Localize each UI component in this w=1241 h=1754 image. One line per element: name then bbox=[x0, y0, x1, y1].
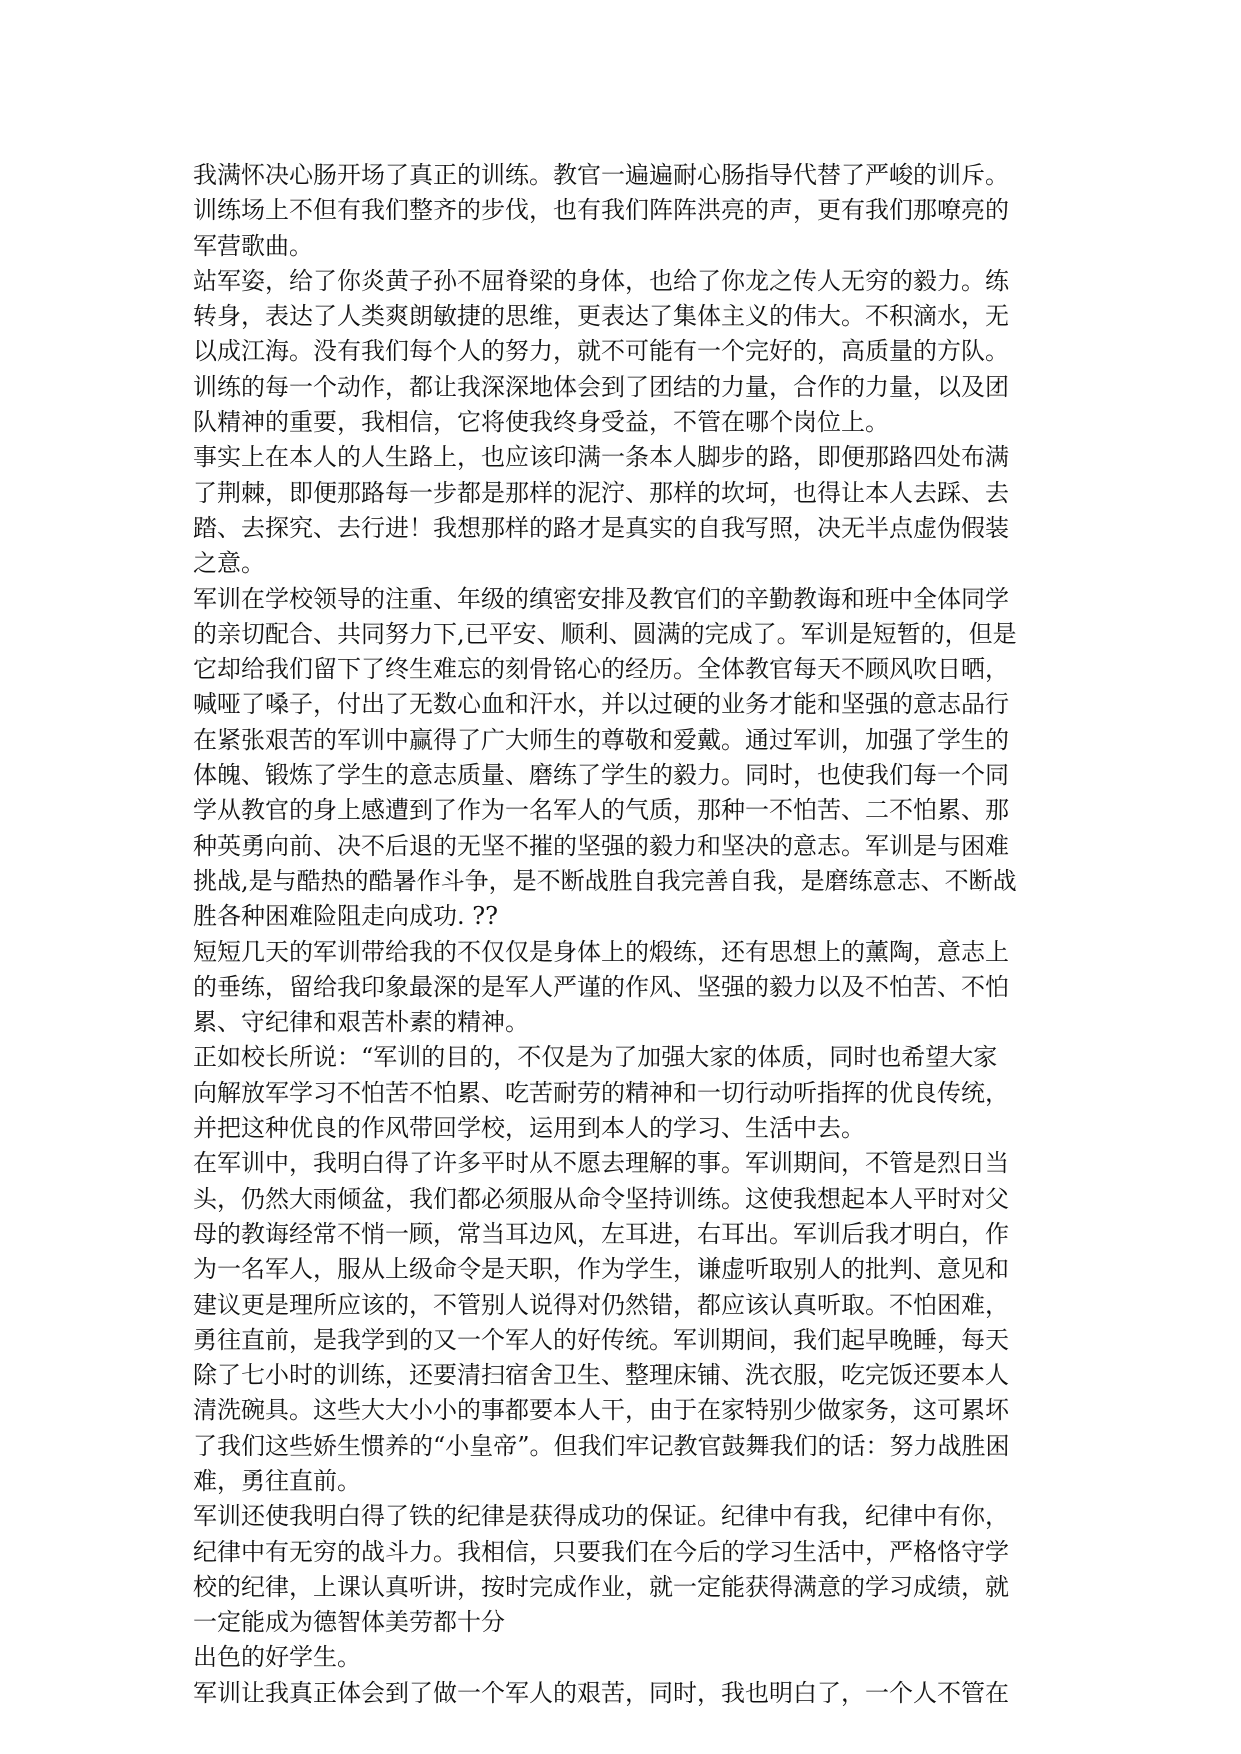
text-line: 出色的好学生。 bbox=[193, 1643, 361, 1672]
text-line: 种英勇向前、决不后退的无坚不摧的坚强的毅力和坚决的意志。军训是与困难 bbox=[193, 831, 1009, 860]
text-line: 勇往直前，是我学到的又一个军人的好传统。军训期间，我们起早晚睡，每天 bbox=[193, 1325, 1009, 1354]
text-line: 了我们这些娇生惯养的“小皇帝”。但我们牢记教官鼓舞我们的话：努力战胜困 bbox=[193, 1431, 1010, 1460]
text-line: 除了七小时的训练，还要清扫宿舍卫生、整理床铺、洗衣服，吃完饭还要本人 bbox=[193, 1361, 1009, 1390]
text-line: 头，仍然大雨倾盆，我们都必须服从命令坚持训练。这使我想起本人平时对父 bbox=[193, 1184, 1009, 1213]
text-line: 难，勇往直前。 bbox=[193, 1466, 361, 1495]
text-line: 站军姿，给了你炎黄子孙不屈脊梁的身体，也给了你龙之传人无穷的毅力。练 bbox=[193, 266, 1009, 295]
text-line: 事实上在本人的人生路上，也应该印满一条本人脚步的路，即便那路四处布满 bbox=[193, 443, 1009, 472]
text-line: 学从教官的身上感遭到了作为一名军人的气质，那种一不怕苦、二不怕累、那 bbox=[193, 796, 1009, 825]
text-line: 向解放军学习不怕苦不怕累、吃苦耐劳的精神和一切行动听指挥的优良传统， bbox=[193, 1078, 1009, 1107]
text-line: 一定能成为德智体美劳都十分 bbox=[193, 1608, 505, 1637]
text-line: 胜各种困难险阻走向成功. ?? bbox=[193, 902, 498, 931]
text-line: 了荆棘，即便那路每一步都是那样的泥泞、那样的坎坷，也得让本人去踩、去 bbox=[193, 478, 1009, 507]
text-line: 踏、去探究、去行进！我想那样的路才是真实的自我写照，决无半点虚伪假装 bbox=[193, 513, 1009, 542]
text-line: 训练场上不但有我们整齐的步伐，也有我们阵阵洪亮的声，更有我们那嘹亮的 bbox=[193, 196, 1009, 225]
text-line: 在军训中，我明白得了许多平时从不愿去理解的事。军训期间，不管是烈日当 bbox=[193, 1149, 1009, 1178]
text-line: 建议更是理所应该的，不管别人说得对仍然错，都应该认真听取。不怕困难， bbox=[193, 1290, 1009, 1319]
text-line: 的亲切配合、共同努力下,已平安、顺利、圆满的完成了。军训是短暂的，但是 bbox=[193, 619, 1017, 648]
text-line: 它却给我们留下了终生难忘的刻骨铭心的经历。全体教官每天不顾风吹日晒， bbox=[193, 655, 1009, 684]
text-line: 在紧张艰苦的军训中赢得了广大师生的尊敬和爱戴。通过军训，加强了学生的 bbox=[193, 725, 1009, 754]
text-line: 转身，表达了人类爽朗敏捷的思维，更表达了集体主义的伟大。不积滴水，无 bbox=[193, 302, 1009, 331]
text-line: 军营歌曲。 bbox=[193, 231, 313, 260]
document-body bbox=[193, 158, 1053, 1711]
text-line: 训练的每一个动作，都让我深深地体会到了团结的力量，合作的力量，以及团 bbox=[193, 372, 1009, 401]
text-line: 军训在学校领导的注重、年级的缜密安排及教官们的辛勤教诲和班中全体同学 bbox=[193, 584, 1009, 613]
text-line: 军训让我真正体会到了做一个军人的艰苦，同时，我也明白了，一个人不管在 bbox=[193, 1678, 1009, 1707]
text-line: 队精神的重要，我相信，它将使我终身受益，不管在哪个岗位上。 bbox=[193, 408, 889, 437]
text-line: 累、守纪律和艰苦朴素的精神。 bbox=[193, 1008, 529, 1037]
text-line: 短短几天的军训带给我的不仅仅是身体上的煅练，还有思想上的薰陶，意志上 bbox=[193, 937, 1009, 966]
text-line: 为一名军人，服从上级命令是天职，作为学生，谦虚听取别人的批判、意见和 bbox=[193, 1255, 1009, 1284]
text-line: 喊哑了嗓子，付出了无数心血和汗水，并以过硬的业务才能和坚强的意志品行 bbox=[193, 690, 1009, 719]
text-line: 母的教诲经常不悄一顾，常当耳边风，左耳进，右耳出。军训后我才明白，作 bbox=[193, 1219, 1009, 1248]
text-line: 并把这种优良的作风带回学校，运用到本人的学习、生活中去。 bbox=[193, 1114, 865, 1143]
text-line: 以成江海。没有我们每个人的努力，就不可能有一个完好的，高质量的方队。 bbox=[193, 337, 1009, 366]
text-line: 之意。 bbox=[193, 549, 265, 578]
text-line: 的垂练，留给我印象最深的是军人严谨的作风、坚强的毅力以及不怕苦、不怕 bbox=[193, 972, 1009, 1001]
text-line: 校的纪律，上课认真听讲，按时完成作业，就一定能获得满意的学习成绩，就 bbox=[193, 1572, 1009, 1601]
text-line: 纪律中有无穷的战斗力。我相信，只要我们在今后的学习生活中，严格恪守学 bbox=[193, 1537, 1009, 1566]
text-line: 正如校长所说：“军训的目的，不仅是为了加强大家的体质，同时也希望大家 bbox=[193, 1043, 998, 1072]
text-line: 清洗碗具。这些大大小小的事都要本人干，由于在家特别少做家务，这可累坏 bbox=[193, 1396, 1009, 1425]
text-line: 体魄、锻炼了学生的意志质量、磨练了学生的毅力。同时，也使我们每一个同 bbox=[193, 761, 1009, 790]
text-line: 挑战,是与酷热的酷暑作斗争，是不断战胜自我完善自我，是磨练意志、不断战 bbox=[193, 866, 1017, 895]
text-line: 军训还使我明白得了铁的纪律是获得成功的保证。纪律中有我，纪律中有你， bbox=[193, 1502, 1009, 1531]
text-line: 我满怀决心肠开场了真正的训练。教官一遍遍耐心肠指导代替了严峻的训斥。 bbox=[193, 161, 1009, 189]
